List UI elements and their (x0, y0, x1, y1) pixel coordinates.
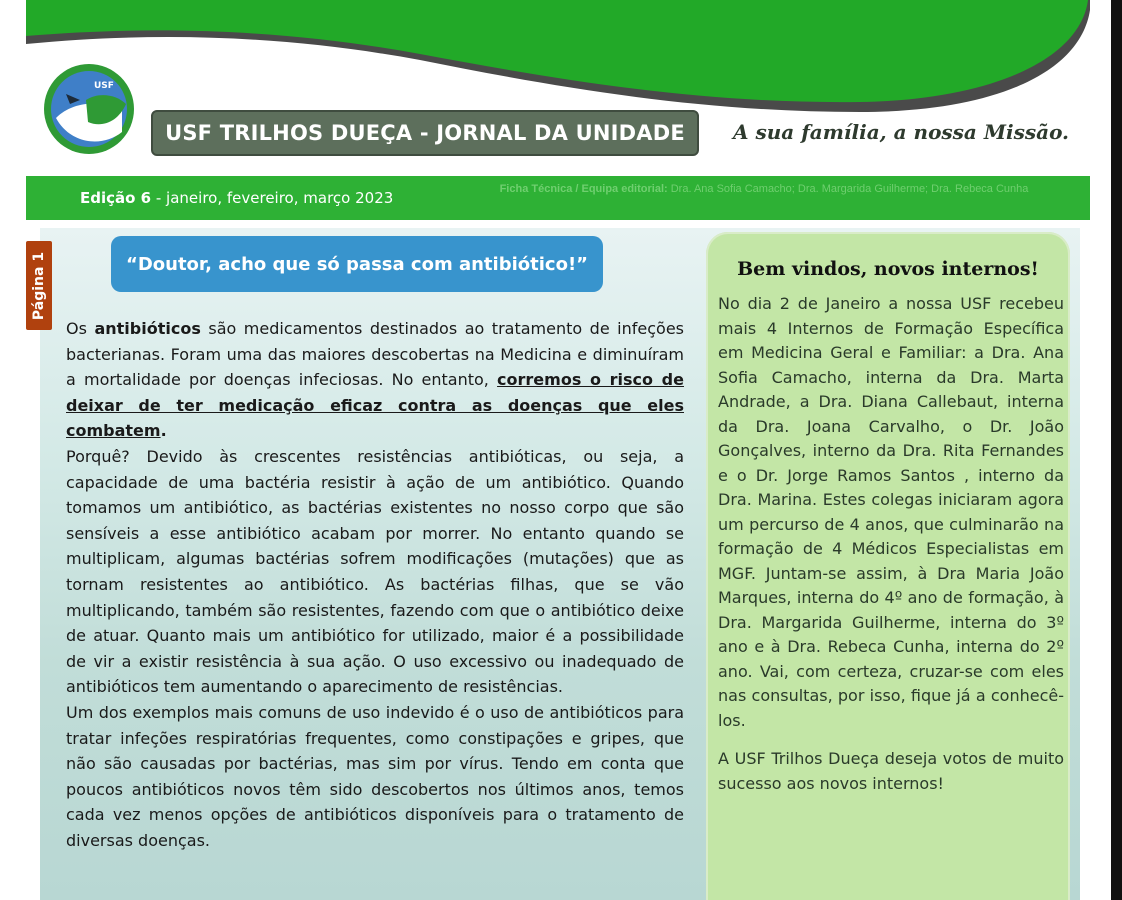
journal-title-box (151, 110, 699, 156)
welcome-paragraph-1: No dia 2 de Janeiro a nossa USF recebeu mais 4 Internos de Formação Específica em Medicina Geral e Familiar: a Dra. Ana Sofia Camacho, interna da Dra. Marta Andrade, a Dra. Diana Callebaut, interna da Dra. Joana Carvalho, o Dr. João Gonçalves, interno da Dra. Rita Fernandes e o Dr. Jorge Ramos Santos , interno da Dra. Marina. Estes colegas iniciaram agora um percurso de 4 anos, que culminarão na formação de 4 Médicos Especialistas em MGF. Juntam-se assim, à Dra Maria João Marques, interna do 4º ano de formação, à Dra. Margarida Guilherme, interna do 3º ano e à Dra. Rebeca Cunha, interna do 2º ano. Vai, com certeza, cruzar-se com eles nas consultas, por isso, fique já a conhecê-los. (718, 294, 1064, 730)
edition-period: - janeiro, fevereiro, março 2023 (151, 189, 394, 207)
ficha-label: Ficha Técnica / Equipa editorial: (499, 183, 668, 195)
usf-logo (36, 62, 142, 156)
edition-label: Edição 6 (80, 189, 152, 207)
article-body (66, 316, 684, 853)
article-headline-box (111, 236, 603, 292)
welcome-title: Bem vindos, novos internos! (737, 258, 1039, 280)
page-margin (1090, 0, 1111, 900)
article-paragraph-2: Porquê? Devido às crescentes resistências antibióticas, ou seja, a capacidade de uma bactéria resistir à ação de um antibiótico. Quando tomamos um antibiótico, as bactérias existentes no nosso corpo que são sensíveis a esse antibiótico acabam por morrer. No entanto quando se multiplicam, algumas bactérias sofrem modificações (mutações) que as tornam resistentes ao antibiótico. As bactérias filhas, que se vão multiplicando, também são resistentes, fazendo com que o antibiótico deixe de atuar. Quanto mais um antibiótico for utilizado, maior é a possibilidade de vir a existir resistência à sua ação. O uso excessivo ou inadequado de antibióticos tem aumentando o aparecimento de resistências. (66, 446, 684, 697)
page-number-tab (26, 241, 52, 330)
welcome-body (718, 292, 1064, 810)
p1-underlined: corremos o risco de deixar de ter medicação eficaz contra as doenças que eles combatem (66, 370, 684, 441)
ficha-tecnica (446, 183, 1082, 196)
p1-end: . (160, 421, 167, 441)
article-paragraph-1 (66, 316, 684, 444)
p1-bold-term: antibióticos (94, 319, 201, 338)
logo-text: USF (94, 81, 114, 91)
p1-rest: são medicamentos destinados ao tratamento de infeções bacterianas. Foram uma das maiores descobertas na Medicina e diminuíram a mortalidade por doenças infeciosas. No entanto, (66, 319, 685, 390)
p1-intro: Os (66, 319, 95, 338)
slogan: A sua família, a nossa Missão. (733, 120, 1070, 144)
page-number-label: Página 1 (31, 251, 47, 320)
ficha-names: Dra. Ana Sofia Camacho; Dra. Margarida Guilherme; Dra. Rebeca Cunha (667, 183, 1029, 195)
article-headline: “Doutor, acho que só passa com antibiótico!” (126, 253, 588, 275)
edition-info (80, 189, 393, 207)
viewer-edge (1111, 0, 1122, 900)
welcome-paragraph-2: A USF Trilhos Dueça deseja votos de muito sucesso aos novos internos! (718, 749, 1064, 793)
journal-title: USF TRILHOS DUEÇA - JORNAL DA UNIDADE (165, 121, 685, 145)
article-paragraph-3: Um dos exemplos mais comuns de uso indevido é o uso de antibióticos para tratar infeções respiratórias frequentes, como constipações e gripes, que não são causadas por bactérias, mas sim por vírus. Tendo em conta que poucos antibióticos novos têm sido descobertos nos últimos anos, temos cada vez menos opções de antibióticos disponíveis para o tratamento de diversas doenças. (66, 702, 684, 850)
